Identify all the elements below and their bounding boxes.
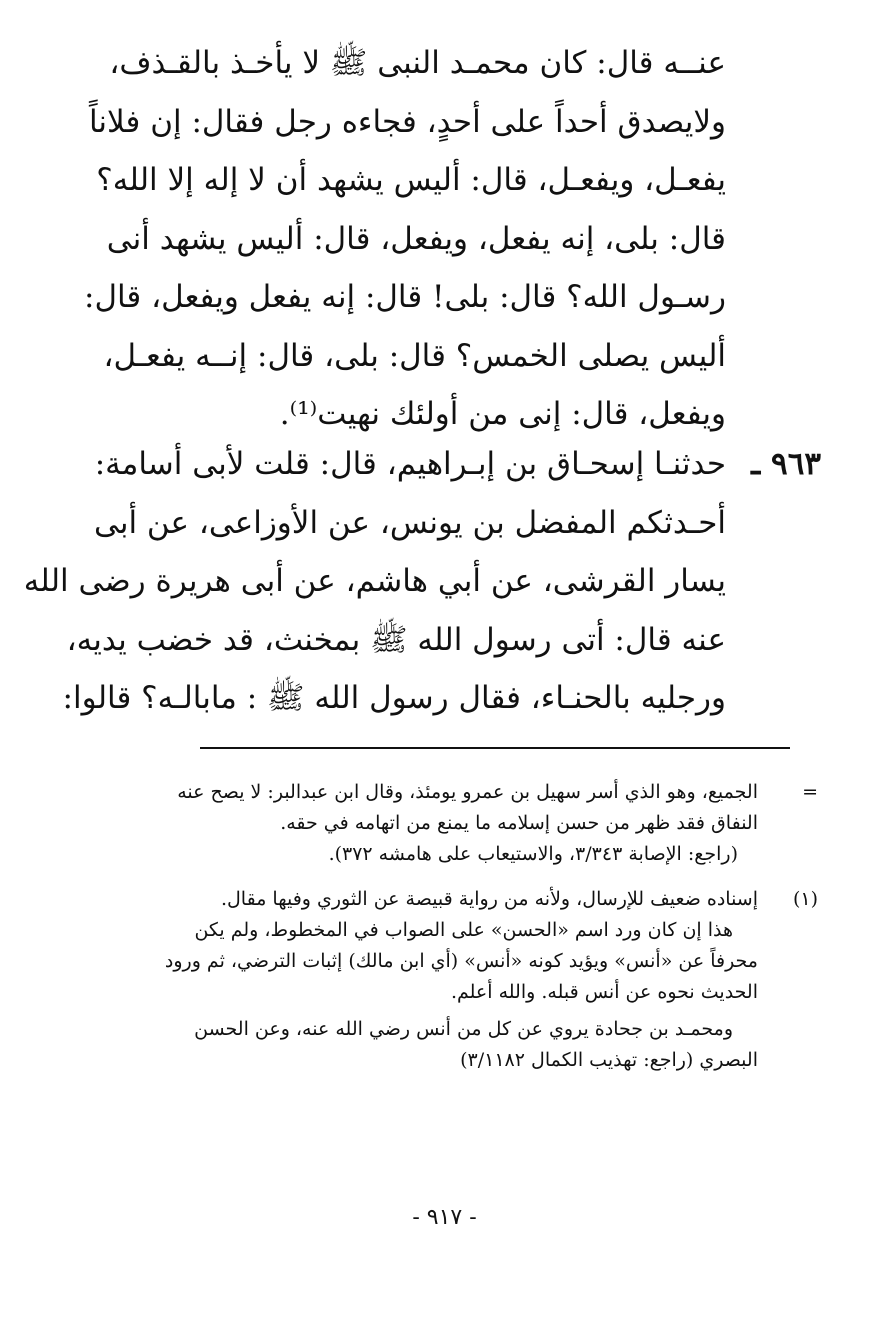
hadith-line: أحـدثكم المفضل بن يونس، عن الأوزاعى، عن أبى bbox=[94, 504, 726, 541]
text-line: أليس يصلى الخمس؟ قال: بلى، قال: إنــه يفعـل، bbox=[103, 337, 726, 374]
footnote-1 bbox=[106, 884, 818, 1076]
main-text-block bbox=[84, 34, 726, 444]
hadith-number: ٩٦٣ ـ bbox=[751, 446, 821, 482]
text-line: عنــه قال: كان محمـد النبى ﷺ لا يأخـذ بالقـذف، bbox=[109, 45, 726, 81]
text-line: رسـول الله؟ قال: بلى! قال: إنه يفعل ويفعل، قال: bbox=[84, 279, 726, 315]
hadith-line: ورجليه بالحنـاء، فقال رسول الله ﷺ : مابالـه؟ قالوا: bbox=[62, 680, 726, 716]
footnote-line: إسناده ضعيف للإرسال، ولأنه من رواية قبيصة عن الثوري وفيها مقال. bbox=[220, 888, 758, 910]
text-line: يفعـل، ويفعـل، قال: أليس يشهد أن لا إله إلا الله؟ bbox=[96, 162, 726, 198]
footnotes-block bbox=[106, 777, 818, 1076]
footnote-line: هذا إن كان ورد اسم «الحسن» على الصواب في المخطوط، ولم يكن bbox=[194, 919, 733, 941]
text-line: ويفعل، قال: إنى من أولئك نهيت⁽¹⁾. bbox=[279, 396, 726, 432]
footnote-line: الحديث نحوه عن أنس قبله. والله أعلم. bbox=[450, 981, 758, 1003]
hadith-text-block bbox=[23, 435, 726, 728]
footnote-line: محرفاً عن «أنس» ويؤيد كونه «أنس» (أي ابن مالك) إثبات الترضي، ثم ورود bbox=[164, 950, 758, 972]
footnote-line: (راجع: الإصابة ٣/٣٤٣، والاستيعاب على هامشه ٣٧٢). bbox=[328, 843, 738, 865]
text-line: ولايصدق أحداً على أحدٍ، فجاءه رجل فقال: إن فلاناً bbox=[88, 103, 726, 140]
footnote-line: ومحمـد بن جحادة يروي عن كل من أنس رضي الله عنه، وعن الحسن bbox=[194, 1018, 733, 1040]
footnote-1-marker: (١) bbox=[792, 888, 818, 910]
footnote-line: البصري (راجع: تهذيب الكمال ٣/١١٨٢) bbox=[460, 1049, 758, 1071]
hadith-line: حدثنـا إسحـاق بن إبـراهيم، قال: قلت لأبى أسامة: bbox=[94, 446, 726, 482]
text-line: قال: بلى، إنه يفعل، ويفعل، قال: أليس يشهد أنى bbox=[106, 220, 726, 257]
footnote-line: النفاق فقد ظهر من حسن إسلامه ما يمنع من اتهامه في حقه. bbox=[280, 812, 758, 834]
footnote-continuation-marker: = bbox=[802, 781, 818, 803]
page-number: - ٩١٧ - bbox=[412, 1205, 477, 1230]
hadith-line: عنه قال: أتى رسول الله ﷺ بمخنث، قد خضب يديه، bbox=[66, 621, 726, 658]
footnote-line: الجميع، وهو الذي أسر سهيل بن عمرو يومئذ، وقال ابن عبدالبر: لا يصح عنه bbox=[177, 781, 758, 803]
footnote-separator bbox=[200, 747, 790, 749]
hadith-line: يسار القرشى، عن أبي هاشم، عن أبى هريرة رضى الله bbox=[23, 563, 726, 599]
footnote-continuation bbox=[106, 777, 818, 870]
